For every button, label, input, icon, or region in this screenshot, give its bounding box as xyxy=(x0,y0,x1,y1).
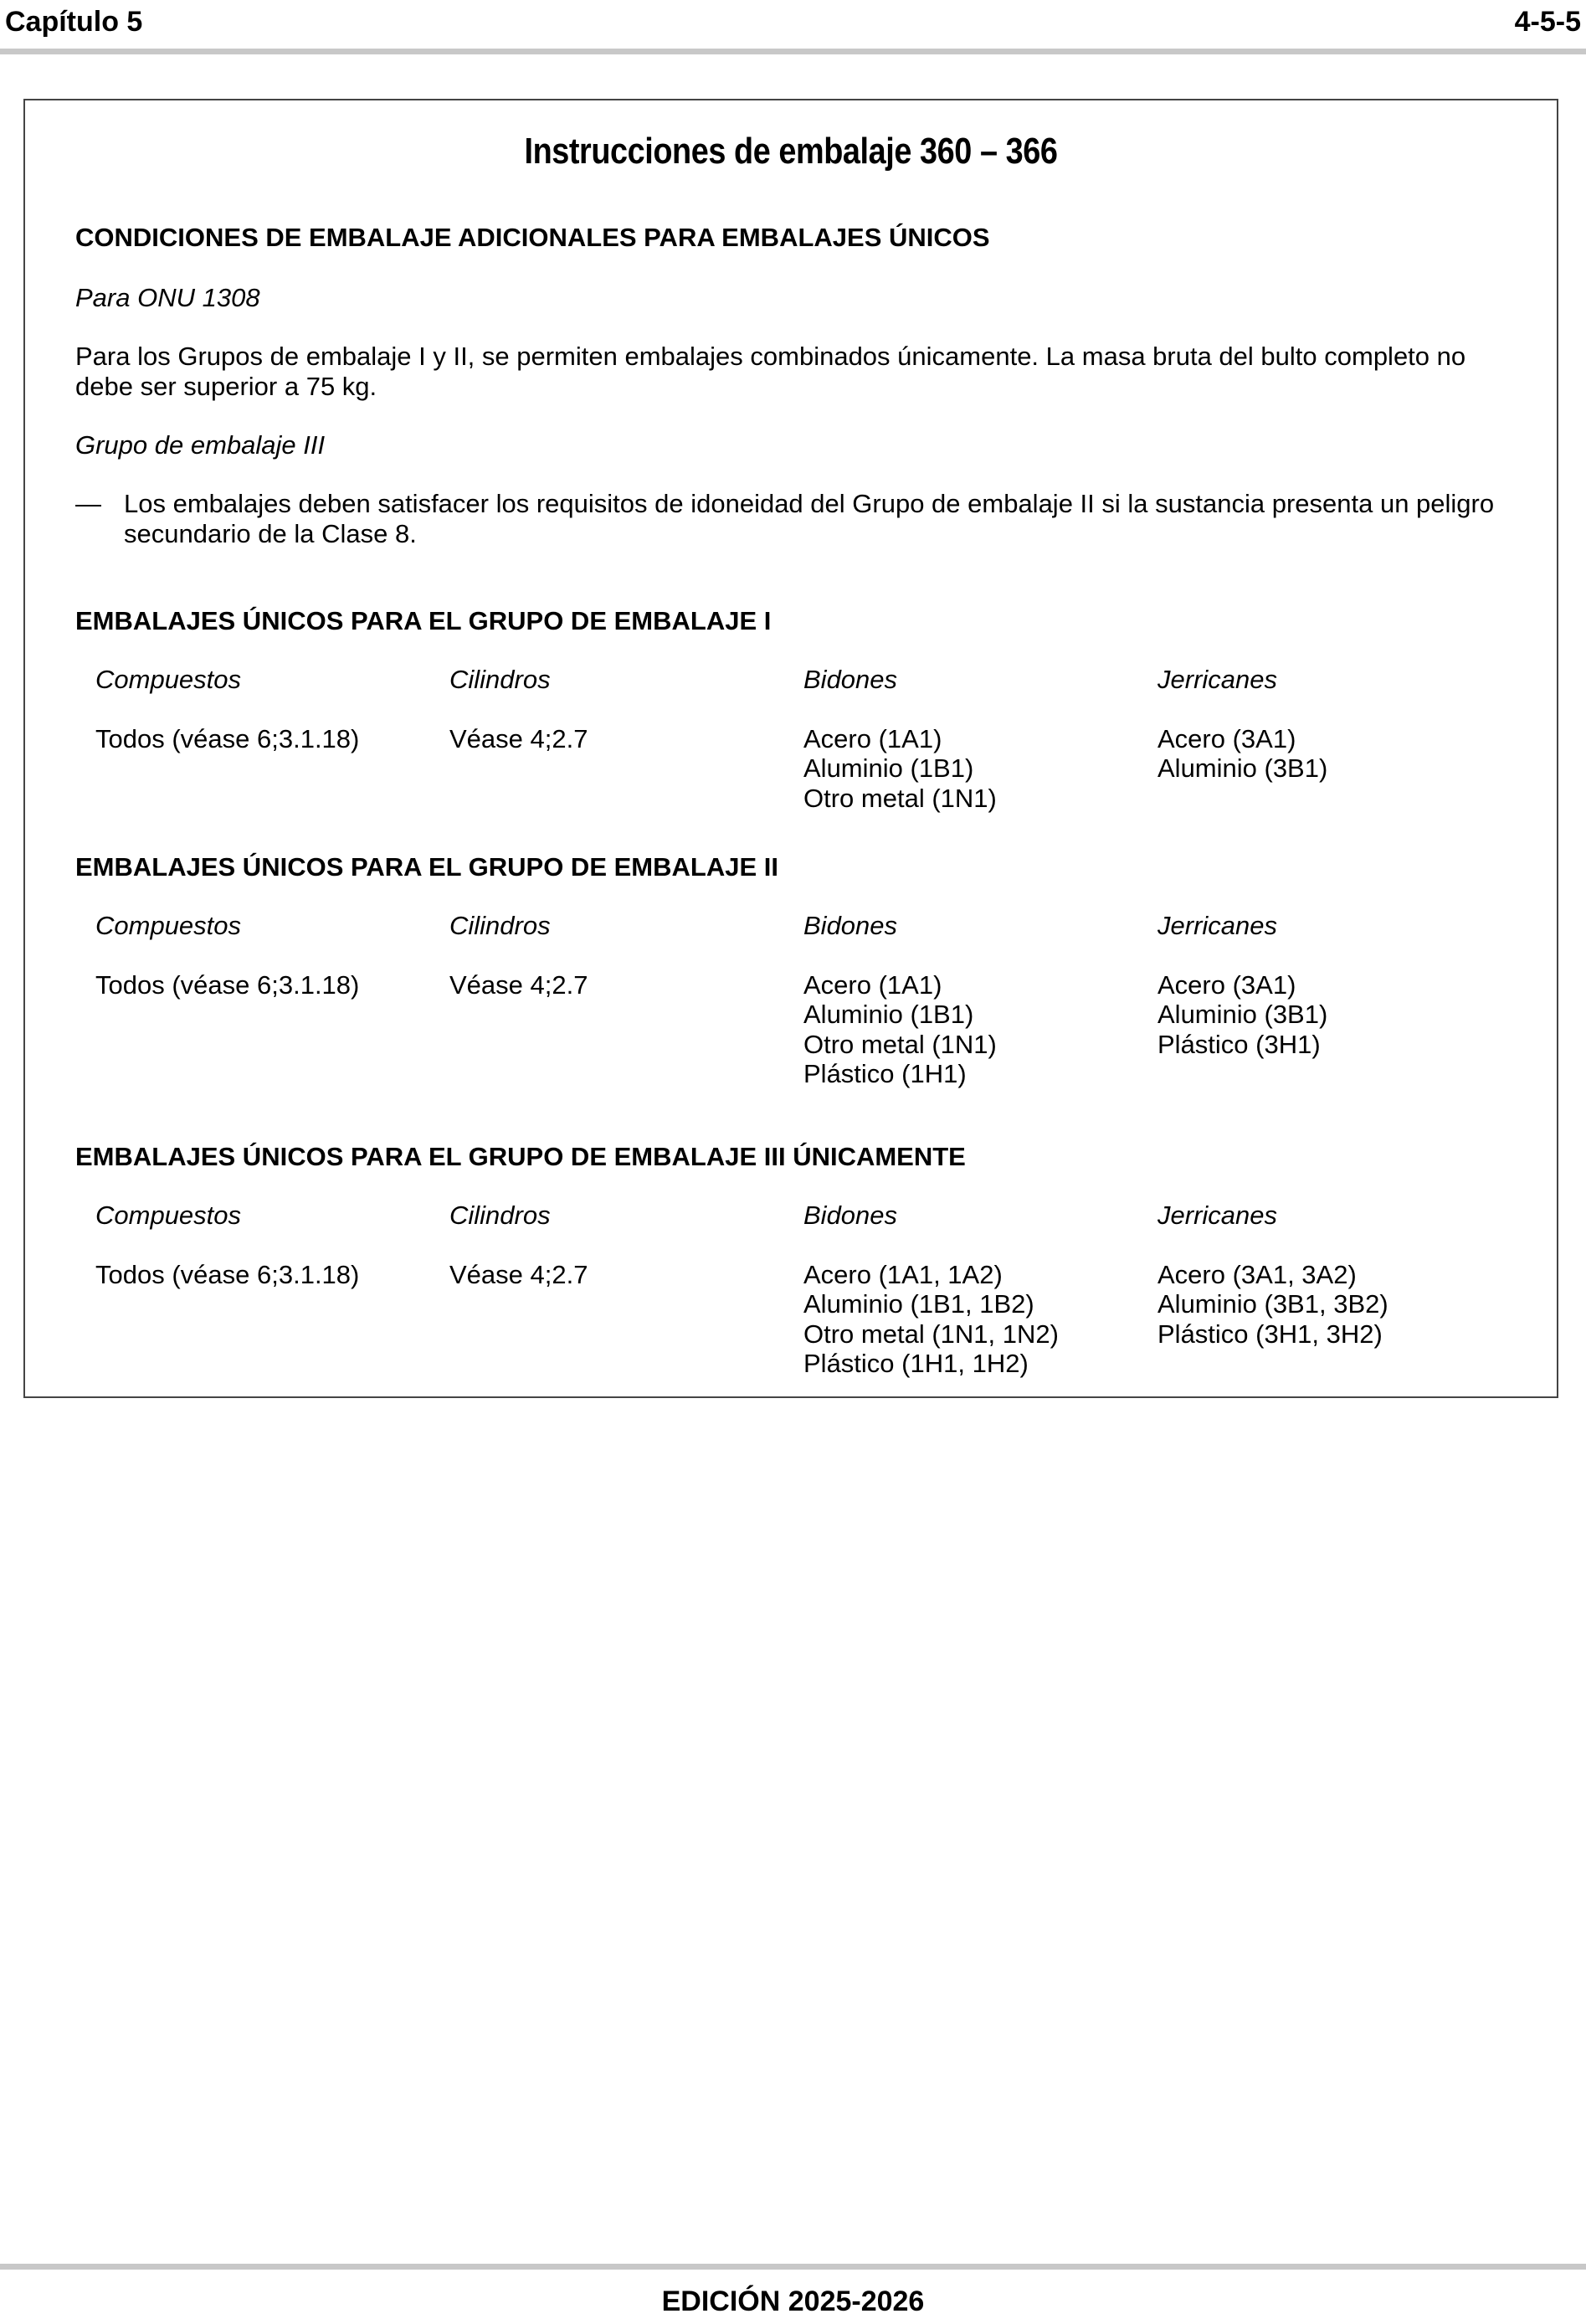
table-row xyxy=(95,1260,1506,1379)
table-header-row xyxy=(95,1201,1506,1231)
em-dash: — xyxy=(75,489,101,518)
cell-bidones xyxy=(803,724,1157,814)
cell-compuestos xyxy=(95,970,449,1089)
cell-line: Aluminio (1B1, 1B2) xyxy=(803,1289,1034,1319)
cell-line: Acero (3A1, 3A2) xyxy=(1157,1259,1357,1289)
column-header-compuestos: Compuestos xyxy=(95,1201,242,1230)
cell-line: Todos (véase 6;3.1.18) xyxy=(95,723,360,753)
table-row xyxy=(95,724,1506,814)
column-header-bidones: Bidones xyxy=(803,665,898,694)
cell-compuestos xyxy=(95,724,449,814)
column-header-compuestos: Compuestos xyxy=(95,665,242,694)
cell-line: Aluminio (3B1) xyxy=(1157,1000,1328,1029)
cell-line: Acero (1A1) xyxy=(803,969,942,1000)
cell-line: Plástico (3H1) xyxy=(1157,1029,1321,1059)
table-header-row xyxy=(95,665,1506,695)
cell-line: Todos (véase 6;3.1.18) xyxy=(95,969,360,1000)
cell-line: Véase 4;2.7 xyxy=(449,723,588,753)
cell-jerricanes xyxy=(1157,724,1492,814)
cell-cilindros xyxy=(449,970,803,1089)
conditions-paragraph: Para los Grupos de embalaje I y II, se permiten embalajes combinados únicamente. La masa bruta del bulto completo no debe ser superior a 75 kg. xyxy=(75,342,1466,401)
group-ii-heading: EMBALAJES ÚNICOS PARA EL GRUPO DE EMBALAJE II xyxy=(75,852,778,882)
cell-line: Otro metal (1N1) xyxy=(803,783,997,813)
cell-cilindros xyxy=(449,1260,803,1379)
un-number-label: Para ONU 1308 xyxy=(75,283,260,312)
cell-jerricanes xyxy=(1157,1260,1492,1379)
dash-list-item xyxy=(75,489,1506,549)
group-iii-heading: EMBALAJES ÚNICOS PARA EL GRUPO DE EMBALAJE III ÚNICAMENTE xyxy=(75,1142,966,1171)
column-header-bidones: Bidones xyxy=(803,1201,898,1230)
cell-cilindros xyxy=(449,724,803,814)
cell-bidones xyxy=(803,970,1157,1089)
table-row xyxy=(95,970,1506,1089)
cell-line: Acero (3A1) xyxy=(1157,969,1296,1000)
group-ii-table xyxy=(95,911,1506,1089)
additional-conditions-heading: CONDICIONES DE EMBALAJE ADICIONALES PARA EMBALAJES ÚNICOS xyxy=(75,223,990,252)
cell-line: Acero (1A1) xyxy=(803,723,942,753)
cell-line: Plástico (3H1, 3H2) xyxy=(1157,1319,1383,1349)
column-header-jerricanes: Jerricanes xyxy=(1157,1201,1277,1230)
page-number: 4-5-5 xyxy=(1514,5,1581,38)
column-header-cilindros: Cilindros xyxy=(449,911,551,940)
page-header xyxy=(5,3,1581,40)
column-header-cilindros: Cilindros xyxy=(449,1201,551,1230)
column-header-bidones: Bidones xyxy=(803,911,898,940)
cell-line: Véase 4;2.7 xyxy=(449,1259,588,1289)
column-header-cilindros: Cilindros xyxy=(449,665,551,694)
group-i-table xyxy=(95,665,1506,813)
column-header-jerricanes: Jerricanes xyxy=(1157,665,1277,694)
packing-group-iii-label: Grupo de embalaje III xyxy=(75,430,326,460)
group-iii-table xyxy=(95,1201,1506,1379)
cell-line: Acero (1A1, 1A2) xyxy=(803,1259,1003,1289)
footer-rule xyxy=(0,2264,1586,2270)
cell-line: Aluminio (1B1) xyxy=(803,753,974,783)
cell-line: Aluminio (3B1, 3B2) xyxy=(1157,1289,1388,1319)
cell-bidones xyxy=(803,1260,1157,1379)
column-header-compuestos: Compuestos xyxy=(95,911,242,940)
cell-line: Acero (3A1) xyxy=(1157,723,1296,753)
cell-line: Véase 4;2.7 xyxy=(449,969,588,1000)
header-rule xyxy=(0,49,1586,54)
packing-instruction-box xyxy=(23,99,1558,1398)
cell-line: Plástico (1H1, 1H2) xyxy=(803,1349,1029,1378)
cell-line: Otro metal (1N1) xyxy=(803,1029,997,1059)
dash-item-text: Los embalajes deben satisfacer los requisitos de idoneidad del Grupo de embalaje II si la sustancia presenta un peligro secundario de la Clase 8. xyxy=(124,489,1495,548)
cell-line: Todos (véase 6;3.1.18) xyxy=(95,1259,360,1289)
cell-line: Otro metal (1N1, 1N2) xyxy=(803,1319,1059,1349)
cell-line: Aluminio (1B1) xyxy=(803,1000,974,1029)
cell-line: Aluminio (3B1) xyxy=(1157,753,1328,783)
cell-compuestos xyxy=(95,1260,449,1379)
cell-line: Plástico (1H1) xyxy=(803,1059,967,1088)
instruction-title: Instrucciones de embalaje 360 – 366 xyxy=(524,131,1058,172)
cell-jerricanes xyxy=(1157,970,1492,1089)
chapter-label: Capítulo 5 xyxy=(5,5,143,38)
column-header-jerricanes: Jerricanes xyxy=(1157,911,1277,940)
table-header-row xyxy=(95,911,1506,941)
group-i-heading: EMBALAJES ÚNICOS PARA EL GRUPO DE EMBALAJE I xyxy=(75,606,772,635)
edition-footer: EDICIÓN 2025-2026 xyxy=(661,2285,925,2317)
